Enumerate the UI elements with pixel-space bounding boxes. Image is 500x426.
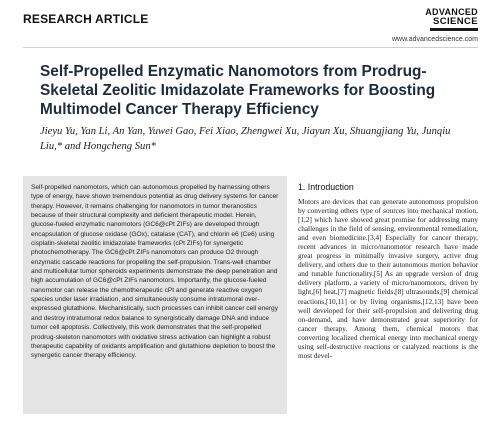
introduction-body xyxy=(298,198,478,424)
introduction-text: Motors are devices that can generate autonomous propulsion by converting others type of sources into mechanical motion,[1,2] which have showed great promise for addressing many challenges in the field of sensing, environmental remediation, and even biomedicine.[3,4] Especially for cancer therapy, recent advances in micro/nanomotor research have made great progress in minimally invasive surgery, active drug delivery, and others due to their autonomous motion behavior and tunable functionality.[5] As an upgrade version of drug delivery platform, a variety of micro/nanomotors, driven by light,[6] heat,[7] magnetic fields,[8] ultrasounds,[9] chemical reactions,[10,11] or by living organisms,[12,13] have been well developed for their self-propulsion and delivering drug on-demand, and have demonstrated great superiority for cancer therapy. Among them, chemical motors that converting localized chemical energy into mechanical energy using self-destructive reactions or catalyzed reactions is the most devel- xyxy=(298,198,478,360)
journal-url: www.advancedscience.com xyxy=(392,36,478,43)
header-divider xyxy=(23,47,478,48)
article-type-label: RESEARCH ARTICLE xyxy=(23,12,149,26)
author-list: Jieyu Yu, Yan Li, An Yan, Yuwei Gao, Fei Xiao, Zhengwei Xu, Jiayun Xu, Shuangjiang Yu, Junqiu Liu,* and Hongcheng Sun* xyxy=(40,126,451,152)
abstract-box xyxy=(23,176,287,414)
section-heading-introduction: 1. Introduction xyxy=(298,182,354,192)
logo-line-1: ADVANCED xyxy=(425,7,478,17)
logo-line-2: SCIENCE xyxy=(432,16,478,27)
article-title: Self-Propelled Enzymatic Nanomotors from Prodrug-Skeletal Zeolitic Imidazolate Frameworks for Boosting Multimodel Cancer Therapy Efficiency xyxy=(40,63,436,118)
abstract-text: Self-propelled nanomotors, which can autonomous propelled by harnessing others type of energy, have shown tremendous potential as drug delivery systems for cancer therapy. However, it remains challenging for nanomotors in tumor theranostics because of their structural complexity and deficient therapeutic model. Herein, glucose-fueled enzymatic nanomotors (GC6@cPt ZIFs) are developed through encapsulation of glucose oxidase (GOx), catalase (CAT), and chlorin e6 (Ce6) using cisplatin-skeletal zeolitic imidazolate frameworks (cPt ZIFs) for synergetic photochemotherapy. The GC6@cPt ZIFs nanomotors can produce O2 through enzymatic cascade reactions for propelling the self-propulsion. Trans-well chamber and multicellular tumor spheroids experiments demonstrate the deep penetration and high accumulation of GC6@cPt ZIFs nanomotors. Importantly, the glucose-fueled nanomotor can release the chemotherapeutic cPt and generate reactive oxygen species under laser irradiation, and simultaneously consume intratumoral over-expressed glutathione. Mechanistically, such processes can inhibit cancer cell energy and destroy intratumoral redox balance to synergistically damage DNA and induce tumor cell apoptosis. Collectively, this work demonstrates that the self-propelled prodrug-skeleton nanomotors with oxidative stress activation can highlight a robust therapeutic capability of oxidants amplification and glutathione depletion to boost the synergetic cancer therapy efficiency. xyxy=(31,184,279,360)
journal-logo xyxy=(392,8,478,31)
logo-bar xyxy=(430,28,478,31)
